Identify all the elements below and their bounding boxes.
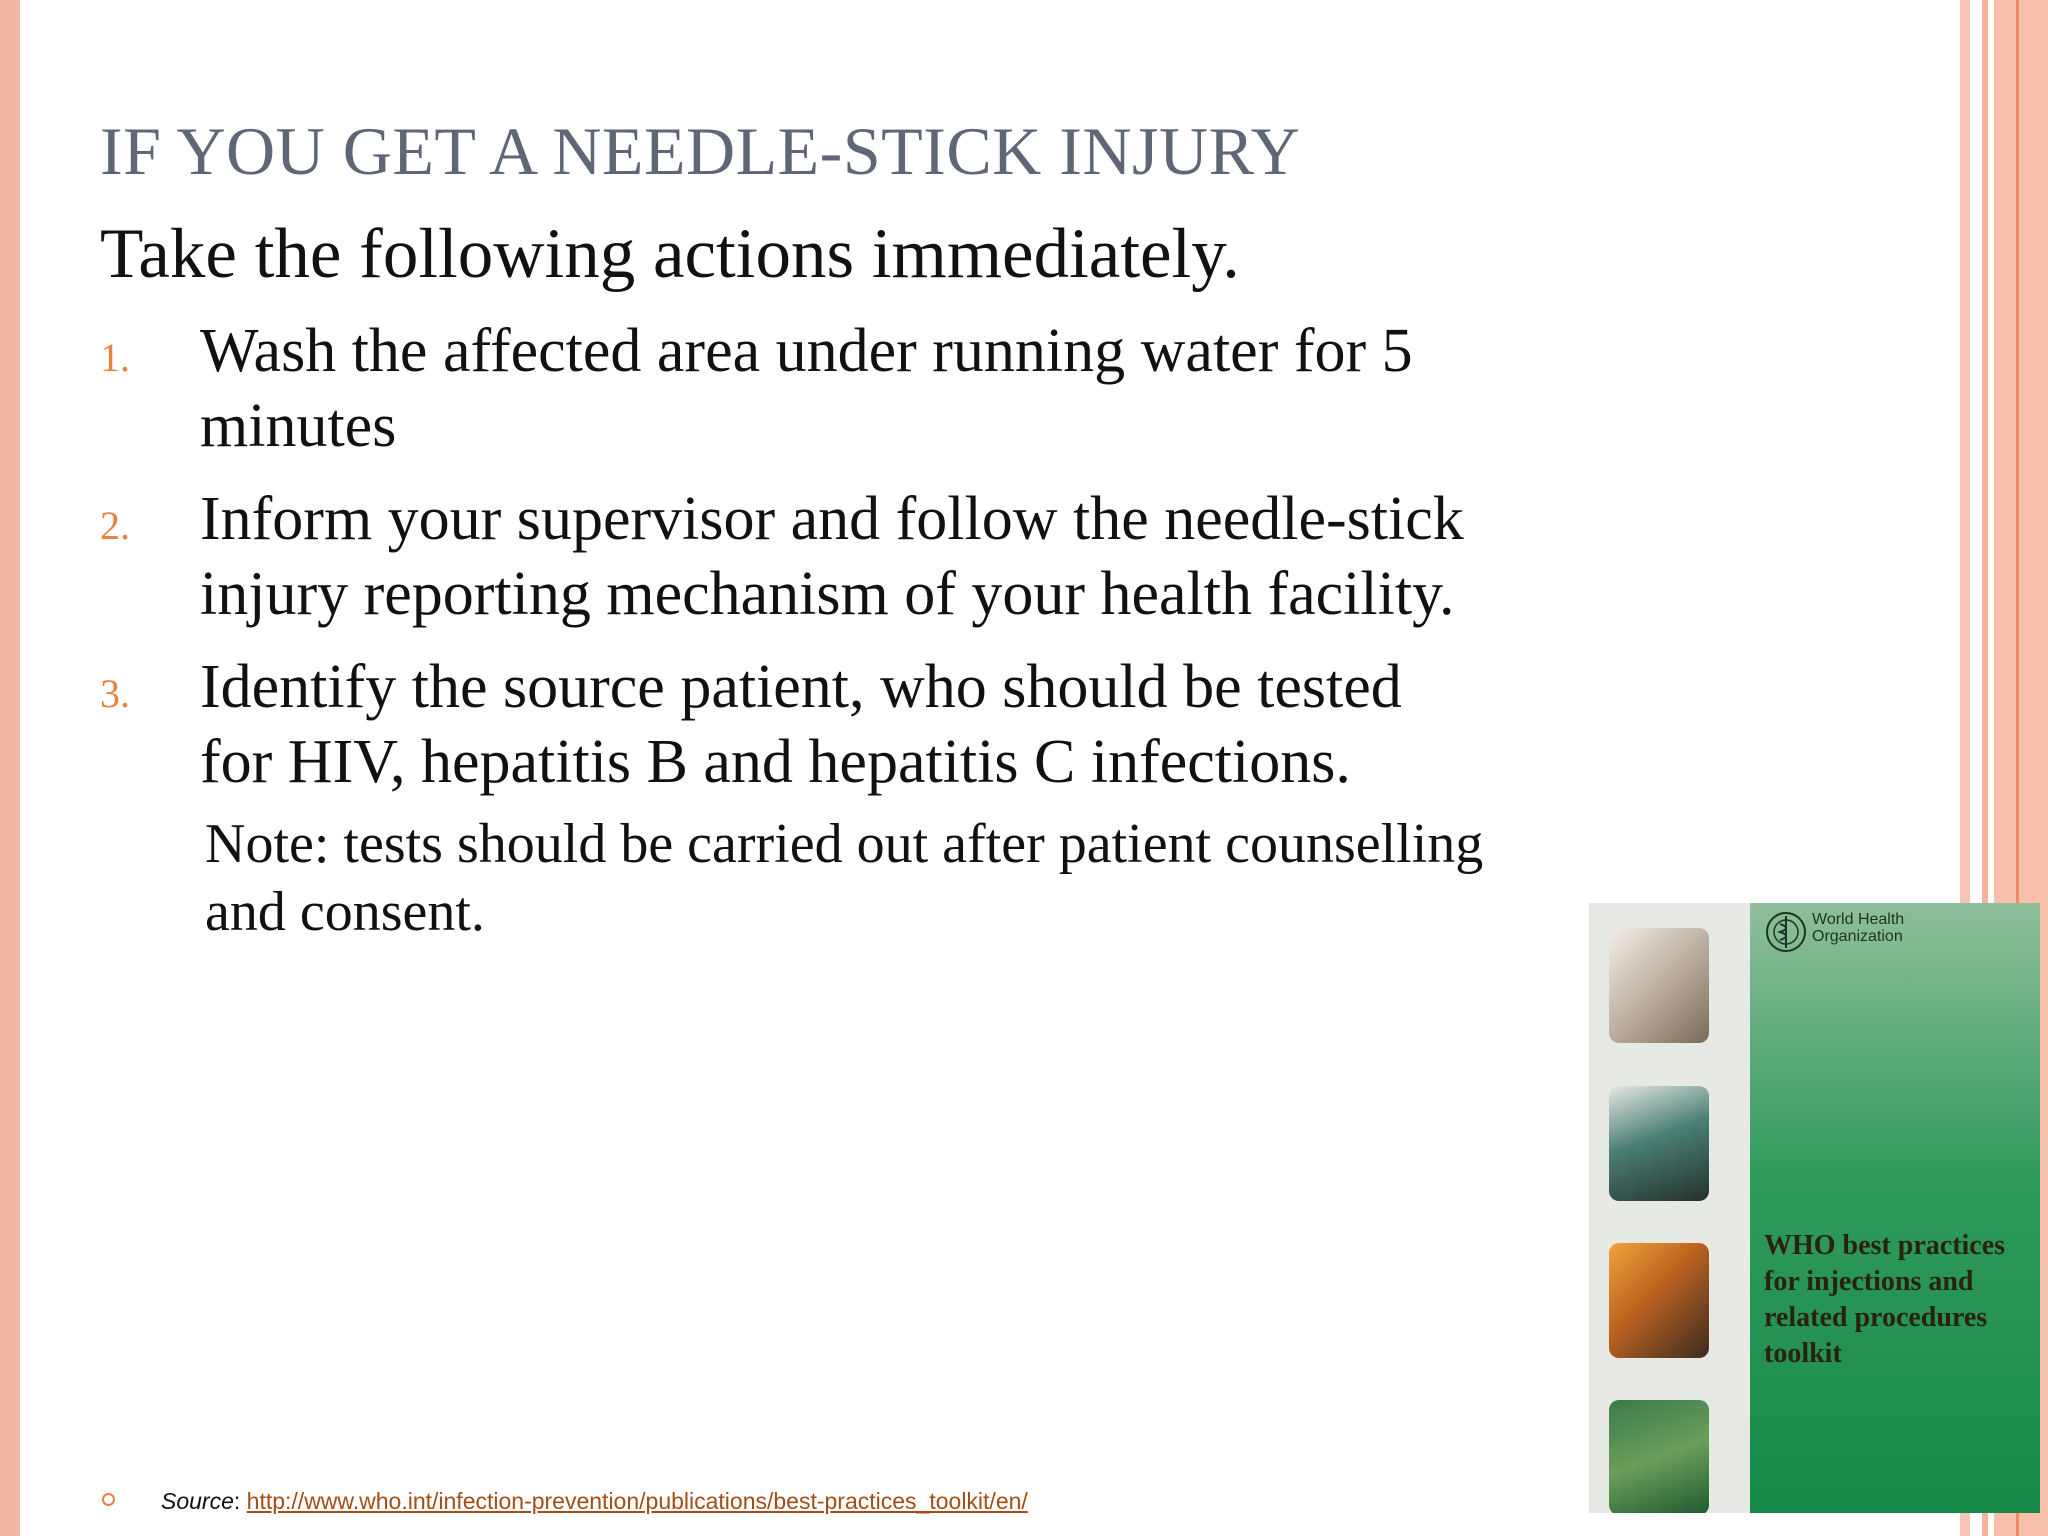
slide-intro: Take the following actions immediately. xyxy=(100,215,1240,293)
cover-title: WHO best practices for injections and related procedures toolkit xyxy=(1764,1230,2006,1369)
step-text-line: injury reporting mechanism of your health facility. xyxy=(200,560,1455,628)
who-emblem-icon xyxy=(1764,910,1808,954)
source-citation xyxy=(102,1488,1028,1515)
step-item xyxy=(100,314,1720,464)
who-toolkit-cover-image xyxy=(1589,903,2040,1513)
cover-photo xyxy=(1609,928,1709,1043)
note-text xyxy=(205,810,1765,946)
cover-photo-column xyxy=(1589,903,1750,1513)
who-organization-name: World Health Organization xyxy=(1812,911,1905,945)
step-item xyxy=(100,482,1720,632)
step-text-line: for HIV, hepatitis B and hepatitis C infections. xyxy=(200,728,1351,796)
cover-photo xyxy=(1609,1086,1709,1201)
source-separator: : xyxy=(233,1488,241,1514)
steps-list xyxy=(100,314,1720,818)
step-item xyxy=(100,650,1720,800)
bullet-icon xyxy=(102,1493,115,1506)
step-text-line: minutes xyxy=(200,392,397,460)
cover-photo xyxy=(1609,1400,1709,1513)
step-number: 2. xyxy=(100,503,130,548)
step-text-line: Inform your supervisor and follow the needle-stick xyxy=(200,485,1464,553)
source-label: Source xyxy=(161,1488,234,1514)
note-line: Note: tests should be carried out after patient counselling xyxy=(205,813,1484,875)
step-text-line: Wash the affected area under running water for 5 xyxy=(200,317,1413,385)
step-text-line: Identify the source patient, who should be tested xyxy=(200,653,1402,721)
slide-title: IF YOU GET A NEEDLE-STICK INJURY xyxy=(100,113,1301,189)
slide-border-left xyxy=(0,0,20,1536)
step-number: 3. xyxy=(100,671,130,716)
cover-photo xyxy=(1609,1243,1709,1358)
cover-green-panel xyxy=(1750,903,2040,1513)
step-number: 1. xyxy=(100,335,130,380)
note-line: and consent. xyxy=(205,881,485,943)
source-link[interactable]: http://www.who.int/infection-prevention/publications/best-practices_toolkit/en/ xyxy=(246,1488,1028,1514)
